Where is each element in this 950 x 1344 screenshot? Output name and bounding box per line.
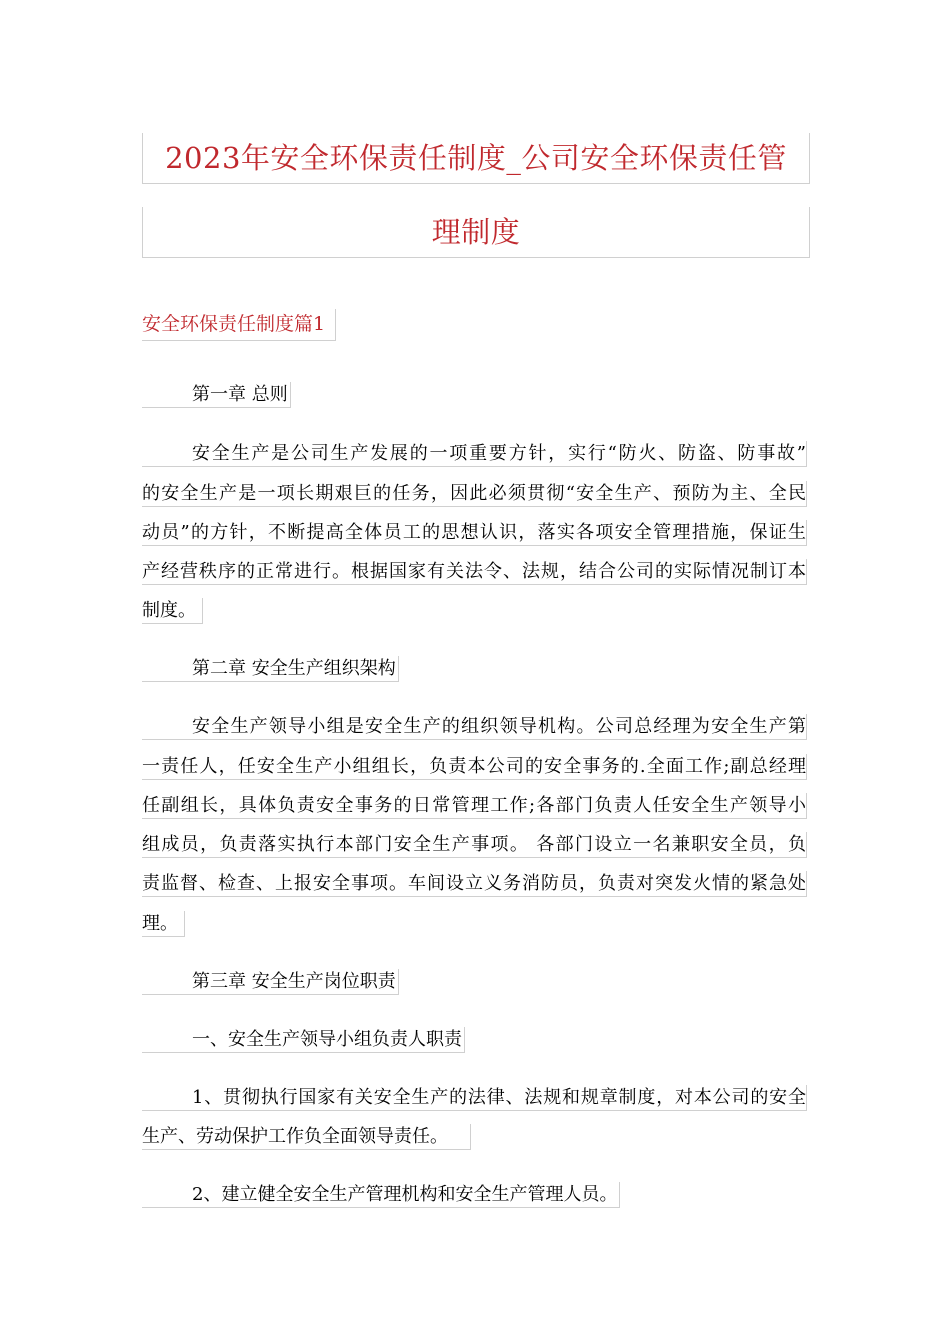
- paragraph-line: 动员”的方针，不断提高全体员工的思想认识，落实各项安全管理措施，保证生: [142, 520, 807, 546]
- paragraph-line: 1、贯彻执行国家有关安全生产的法律、法规和规章制度，对本公司的安全: [142, 1085, 807, 1111]
- paragraph-line: 安全生产是公司生产发展的一项重要方针，实行“防火、防盗、防事故”: [142, 441, 807, 467]
- subsection-heading: 一、安全生产领导小组负责人职责: [142, 1027, 465, 1053]
- document-title-line-1: 2023年安全环保责任制度_公司安全环保责任管: [142, 133, 810, 184]
- paragraph-line: 制度。: [142, 598, 203, 624]
- chapter-3-heading: 第三章 安全生产岗位职责: [142, 969, 399, 995]
- chapter-1-heading: 第一章 总则: [142, 382, 291, 408]
- paragraph-line: 安全生产领导小组是安全生产的组织领导机构。公司总经理为安全生产第: [142, 714, 807, 740]
- paragraph-line: 的安全生产是一项长期艰巨的任务，因此必须贯彻“安全生产、预防为主、全民: [142, 481, 807, 507]
- paragraph-line: 任副组长，具体负责安全事务的日常管理工作;各部门负责人任安全生产领导小: [142, 793, 807, 819]
- paragraph-line: 一责任人，任安全生产小组组长，负责本公司的安全事务的.全面工作;副总经理: [142, 754, 807, 780]
- paragraph-line: 生产、劳动保护工作负全面领导责任。: [142, 1124, 471, 1150]
- paragraph-line: 责监督、检查、上报安全事项。车间设立义务消防员，负责对突发火情的紧急处: [142, 871, 807, 897]
- document-title-line-2: 理制度: [142, 207, 810, 258]
- paragraph-line: 理。: [142, 911, 185, 937]
- paragraph-line: 组成员，负责落实执行本部门安全生产事项。 各部门设立一名兼职安全员，负: [142, 832, 807, 858]
- paragraph-line: 产经营秩序的正常进行。根据国家有关法令、法规，结合公司的实际情况制订本: [142, 559, 807, 585]
- chapter-2-heading: 第二章 安全生产组织架构: [142, 656, 399, 682]
- paragraph-line: 2、建立健全安全生产管理机构和安全生产管理人员。: [142, 1182, 620, 1208]
- section-title: 安全环保责任制度篇1: [142, 309, 336, 341]
